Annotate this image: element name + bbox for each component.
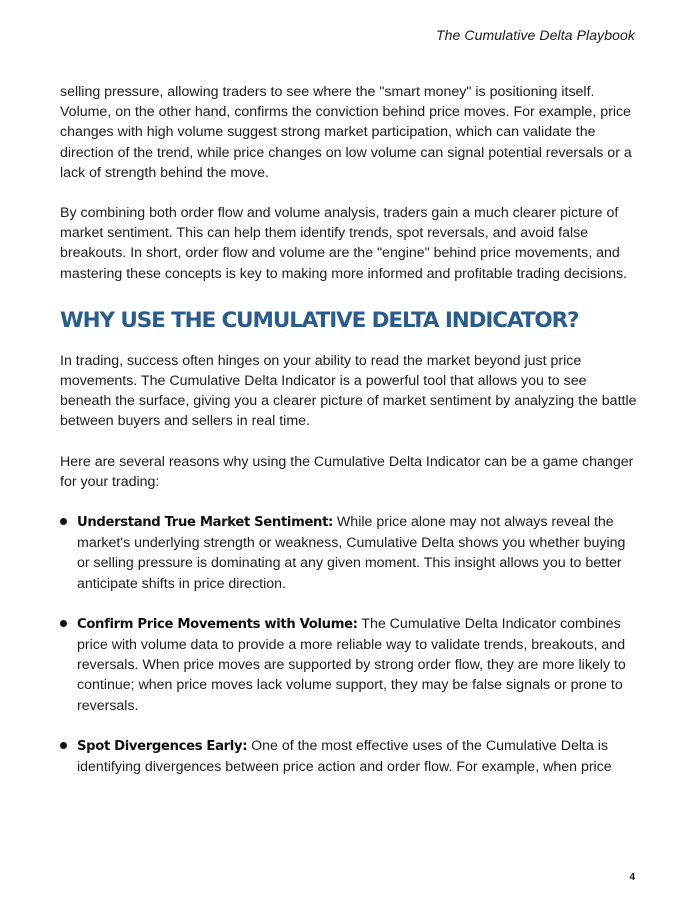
bullet-icon bbox=[60, 518, 67, 525]
list-item bbox=[60, 512, 638, 594]
page-number: 4 bbox=[629, 872, 635, 883]
bullet-title: Understand True Market Sentiment: bbox=[77, 515, 333, 531]
body-paragraph: By combining both order flow and volume analysis, traders gain a much clearer picture of market sentiment. This can help them identify trends, spot reversals, and avoid false breakouts. In short, order flow and volume are the "engine" behind price movements, and mastering these concepts is key to making more informed and profitable trading decisions. bbox=[60, 205, 628, 282]
section-paragraph: In trading, success often hinges on your ability to read the market beyond just price movements. The Cumulative Delta Indicator is a powerful tool that allows you to see beneath the surface, giving you a clearer picture of market sentiment by analyzing the battle between buyers and sellers in real time. bbox=[60, 352, 637, 430]
list-item bbox=[60, 736, 638, 777]
reasons-list bbox=[60, 512, 638, 777]
body-paragraph: selling pressure, allowing traders to see where the "smart money" is positioning itself. Volume, on the other hand, confirms the conviction behind price moves. For example, price changes with high volume suggest strong market participation, which can validate the direction of the trend, while price changes on low volume can signal potential reversals or a lack of strength behind the move. bbox=[60, 84, 632, 181]
running-header-title: The Cumulative Delta Playbook bbox=[436, 27, 635, 43]
bullet-text: One of the most effective uses of the Cumulative Delta is identifying divergences between price action and order flow. For example, when price bbox=[77, 737, 612, 776]
bullet-title: Spot Divergences Early: bbox=[77, 738, 248, 754]
section-paragraph: Here are several reasons why using the Cumulative Delta Indicator can be a game changer for your trading: bbox=[60, 453, 634, 490]
list-item bbox=[60, 614, 638, 716]
section-heading: WHY USE THE CUMULATIVE DELTA INDICATOR? bbox=[60, 307, 579, 333]
page-content bbox=[60, 82, 638, 797]
bullet-icon bbox=[60, 620, 67, 627]
bullet-text: While price alone may not always reveal the market's underlying strength or weakness, Cumulative Delta shows you whether buying or selling pressure is dominating at any given moment. This insight allows you to better anticipate shifts in price direction. bbox=[77, 514, 626, 592]
bullet-icon bbox=[60, 742, 67, 749]
bullet-title: Confirm Price Movements with Volume: bbox=[77, 616, 358, 632]
bullet-text: The Cumulative Delta Indicator combines price with volume data to provide a more reliable way to validate trends, breakouts, and reversals. When price moves are supported by strong order flow, they are more likely to continue; when price moves lack volume support, they may be false signals or prone to reversals. bbox=[77, 615, 626, 714]
